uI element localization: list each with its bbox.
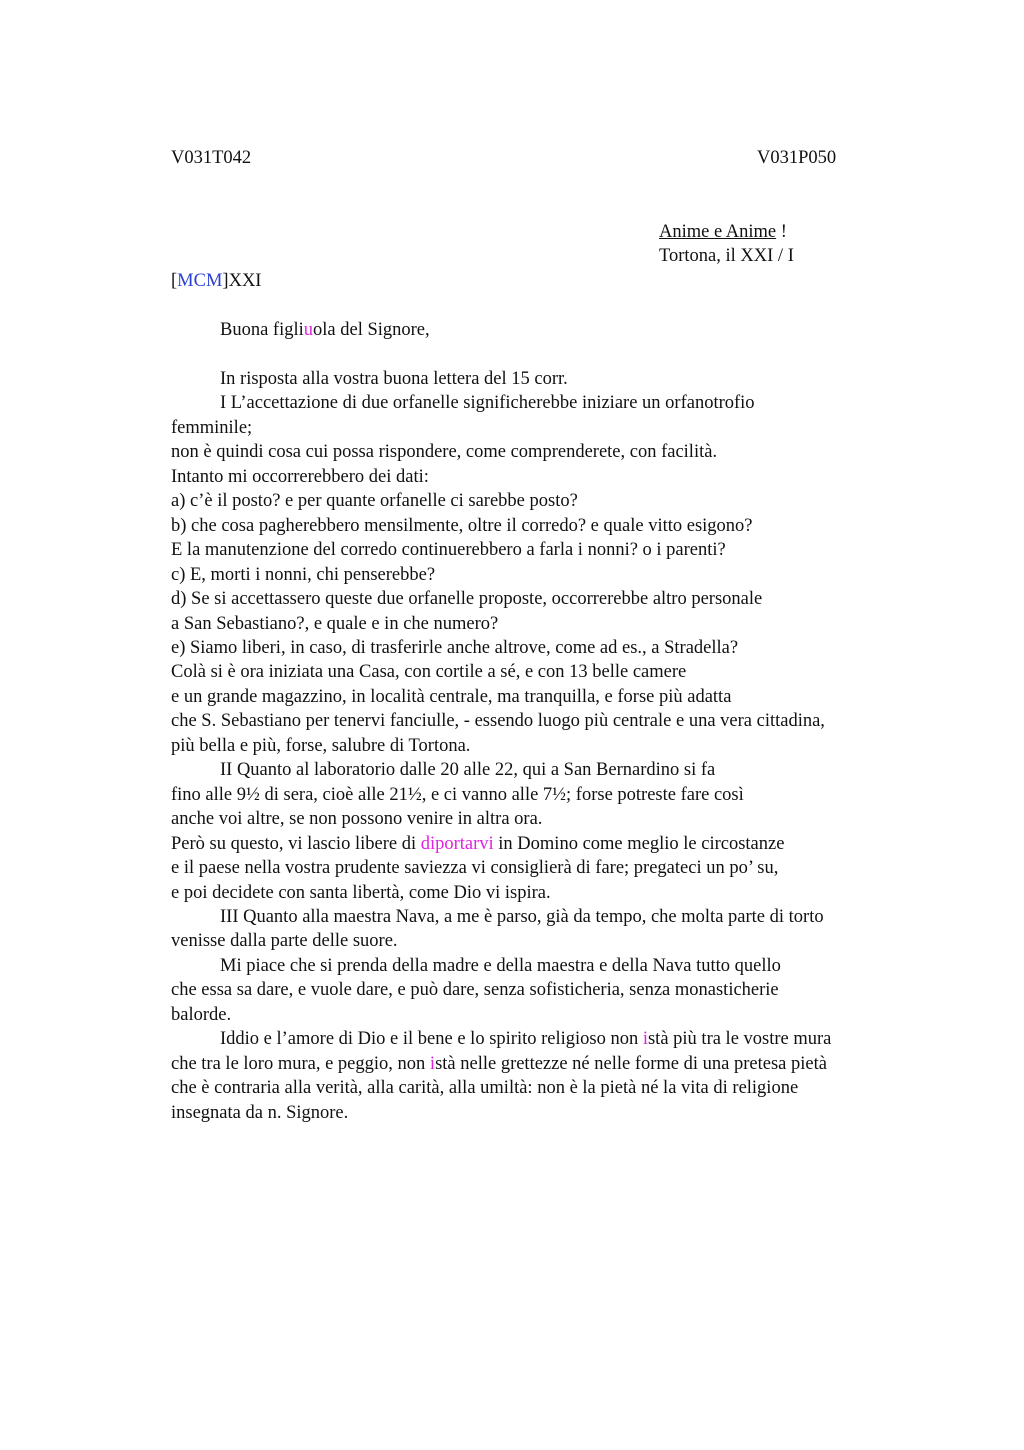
body-line: b) che cosa pagherebbero mensilmente, oltre il corredo? e quale vitto esigono? [171, 515, 753, 536]
body-line: c) E, morti i nonni, chi penserebbe? [171, 564, 436, 585]
salutation [220, 318, 430, 342]
body-line: Colà si è ora iniziata una Casa, con cortile a sé, e con 13 belle camere [171, 662, 687, 683]
body-line: venisse dalla parte delle suore. [171, 931, 398, 952]
editorial-highlight: diportarvi [420, 833, 494, 854]
body-line: insegnata da n. Signore. [171, 1102, 349, 1123]
body-line: II Quanto al laboratorio dalle 20 alle 22, qui a San Bernardino si fa [220, 760, 716, 781]
editorial-insert: u [303, 320, 314, 340]
editorial-year-prefix: MCM [177, 271, 223, 291]
body-line: femminile; [171, 417, 253, 438]
body-line-highlight [171, 832, 931, 856]
body-line: non è quindi cosa cui possa rispondere, come comprenderete, con facilità. [171, 442, 718, 463]
body-line: Intanto mi occorrerebbero dei dati: [171, 466, 429, 487]
body-line: e un grande magazzino, in località centrale, ma tranquilla, e forse più adatta [171, 686, 732, 707]
body-line: e) Siamo liberi, in caso, di trasferirle anche altrove, come ad es., a Stradella? [171, 637, 739, 658]
body-line: che essa sa dare, e vuole dare, e può dare, senza sofisticheria, senza monasticherie [171, 980, 779, 1001]
editorial-highlight: i [642, 1029, 648, 1050]
archive-code-left: V031T042 [171, 148, 252, 168]
line-text-before: che tra le loro mura, e peggio, non [171, 1053, 430, 1074]
letter-title-punct: ! [776, 222, 787, 242]
year-suffix: ]XXI [222, 271, 262, 291]
body-line: E la manutenzione del corredo continuerebbero a farla i nonni? o i parenti? [171, 540, 726, 561]
line-text-before: Però su questo, vi lascio libere di [171, 833, 421, 854]
body-line: e poi decidete con santa libertà, come Dio vi ispira. [171, 882, 551, 903]
place-date: Tortona, il XXI / I [659, 246, 794, 266]
body-line: I L’accettazione di due orfanelle significherebbe iniziare un orfanotrofio [220, 393, 755, 414]
body-line: Mi piace che si prenda della madre e della maestra e della Nava tutto quello [220, 955, 781, 976]
letter-title: Anime e Anime [659, 222, 777, 242]
body-line: fino alle 9½ di sera, cioè alle 21½, e ci vanno alle 7½; forse potreste fare così [171, 784, 744, 805]
line-text-before: Iddio e l’amore di Dio e il bene e lo spirito religioso non [220, 1029, 643, 1050]
archive-code-right: V031P050 [757, 148, 837, 168]
letter-heading [659, 220, 787, 244]
letter-body [171, 367, 931, 1125]
body-line: III Quanto alla maestra Nava, a me è parso, già da tempo, che molta parte di torto [220, 906, 824, 927]
body-line: a) c’è il posto? e per quante orfanelle ci sarebbe posto? [171, 491, 578, 512]
body-line: che è contraria alla verità, alla carità, alla umiltà: non è la pietà né la vita di religione [171, 1078, 799, 1099]
body-line: e il paese nella vostra prudente saviezza vi consiglierà di fare; pregateci un po’ su, [171, 858, 779, 879]
line-text-after: stà nelle grettezze né nelle forme di una pretesa pietà [435, 1053, 827, 1074]
body-line-highlight [171, 1027, 931, 1051]
body-line: d) Se si accettassero queste due orfanelle proposte, occorrerebbe altro personale [171, 589, 763, 610]
salutation-after: ola del Signore, [313, 320, 430, 340]
salutation-before: Buona figli [220, 320, 304, 340]
body-line-highlight [171, 1052, 931, 1076]
body-line: anche voi altre, se non possono venire in altra ora. [171, 809, 543, 830]
body-line: a San Sebastiano?, e quale e in che numero? [171, 613, 499, 634]
bracket-open: [ [171, 271, 178, 291]
body-line: più bella e più, forse, salubre di Tortona. [171, 735, 471, 756]
date-year [171, 269, 261, 293]
line-text-after: in Domino come meglio le circostanze [493, 833, 785, 854]
body-line: In risposta alla vostra buona lettera del 15 corr. [220, 369, 568, 389]
body-line: balorde. [171, 1004, 232, 1025]
editorial-highlight: i [429, 1053, 436, 1074]
body-line: che S. Sebastiano per tenervi fanciulle, - essendo luogo più centrale e una vera cittadina, [171, 711, 825, 732]
line-text-after: stà più tra le vostre mura [647, 1029, 832, 1050]
